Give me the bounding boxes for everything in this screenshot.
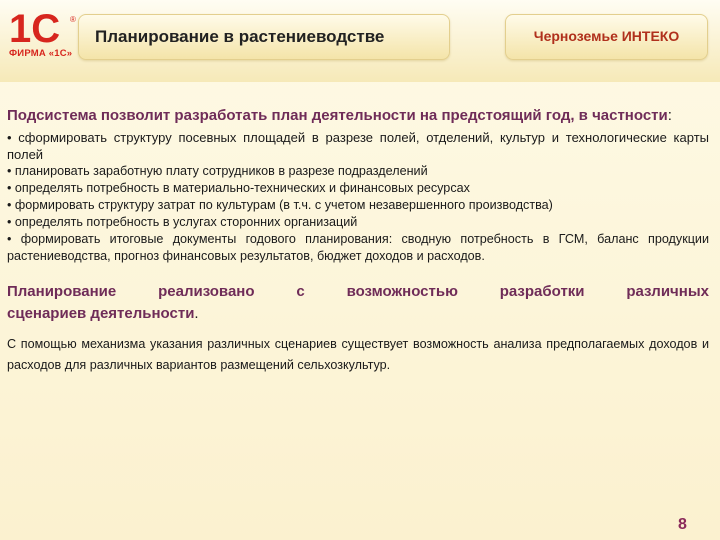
heading-dot: . — [194, 305, 199, 322]
section1-heading — [7, 105, 709, 126]
list-item: • определять потребность в материально-технических и финансовых ресурсах — [7, 181, 470, 195]
svg-text:1С: 1С — [9, 7, 61, 46]
list-item: • формировать итоговые документы годового планирования: сводную потребность в ГСМ, баланс продукции растениеводства, прогноз финансовых результатов, бюджет доходов и расходов. — [7, 232, 709, 263]
company-logo — [7, 6, 83, 68]
heading-line2: сценариев деятельности — [7, 305, 195, 322]
heading-word: возможностью — [346, 283, 458, 300]
feature-list — [7, 129, 709, 265]
title-panel — [78, 14, 450, 60]
heading-word: различных — [626, 283, 709, 300]
section2-heading — [7, 281, 709, 325]
partner-panel — [505, 14, 708, 60]
partner-name: Черноземье ИНТЕКО — [533, 28, 680, 44]
heading-word: реализовано — [158, 283, 255, 300]
list-item: • сформировать структуру посевных площадей в разрезе полей, отделений, культур и технологические карты полей — [7, 130, 709, 162]
logo-caption: ФИРМА «1С» — [9, 48, 73, 59]
list-item: • планировать заработную плату сотрудников в разрезе подразделений — [7, 164, 428, 178]
heading-word: с — [296, 283, 305, 300]
section1-heading-text: Подсистема позволит разработать план деятельности на предстоящий год, в частности — [7, 107, 668, 124]
list-item: • формировать структуру затрат по культурам (в т.ч. с учетом незавершенного производства) — [7, 198, 553, 212]
heading-word: разработки — [499, 283, 585, 300]
heading-word: Планирование — [7, 283, 117, 300]
logo-1c-icon — [7, 6, 71, 46]
slide-title: Планирование в растениеводстве — [95, 27, 385, 46]
slide-content — [7, 105, 709, 376]
section2-paragraph: С помощью механизма указания различных сценариев существует возможность анализа предполагаемых доходов и расходов для различных вариантов размещений сельхозкультур. — [7, 337, 709, 372]
page-number: 8 — [678, 516, 687, 533]
registered-mark: ® — [70, 15, 76, 24]
section1-heading-colon: : — [667, 107, 672, 124]
header-bar — [0, 0, 720, 82]
list-item: • определять потребность в услугах сторонних организаций — [7, 215, 358, 229]
